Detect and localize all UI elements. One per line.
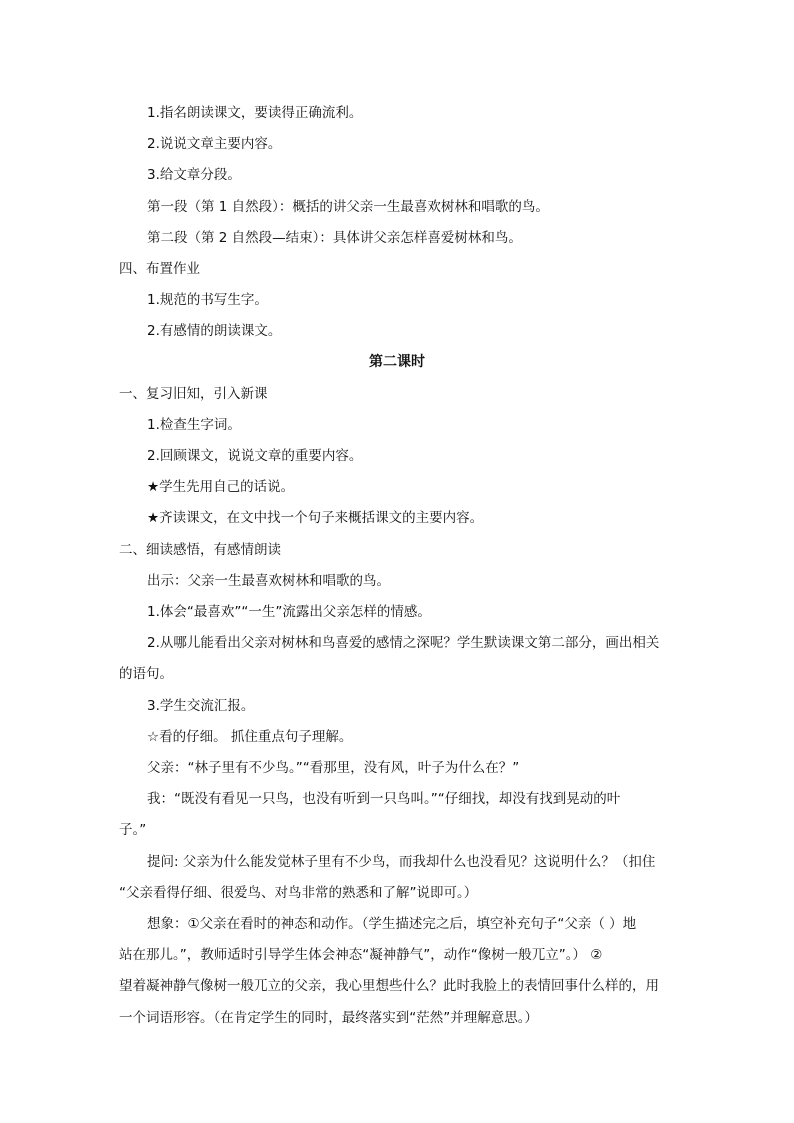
review-item-2: 2.回顾课文，说说文章的重要内容。: [147, 448, 363, 464]
me-quote-line-2: 子。”: [119, 822, 147, 838]
review-star-2: ★齐读课文，在文中找一个句子来概括课文的主要内容。: [147, 510, 484, 526]
reading-item-2-line-2: 的语句。: [119, 666, 173, 682]
paragraph-section-2: 第二段（第 2 自然段—结束）：具体讲父亲怎样喜爱树林和鸟。: [147, 230, 522, 246]
show-sentence: 出示：父亲一生最喜欢树林和唱歌的鸟。: [147, 573, 390, 589]
heading-homework: 四、布置作业: [119, 261, 200, 277]
paragraph-section-1: 第一段（第 1 自然段）：概括的讲父亲一生最喜欢树林和唱歌的鸟。: [147, 199, 549, 215]
me-quote-line-1: 我：“既没有看见一只鸟，也没有听到一只鸟叫。”“仔细找，却没有找到晃动的叶: [147, 791, 621, 807]
reading-item-1: 1.体会“最喜欢”“一生”流露出父亲怎样的情感。: [147, 604, 431, 620]
father-quote: 父亲：“林子里有不少鸟。”“看那里，没有风，叶子为什么在？”: [147, 760, 520, 776]
question-line-2: “父亲看得仔细、很爱鸟、对鸟非常的熟悉和了解”说即可。）: [119, 885, 478, 901]
reading-item-2-line-1: 2.从哪儿能看出父亲对树林和鸟喜爱的感情之深呢？学生默读课文第二部分，画出相关: [147, 635, 660, 651]
heading-review: 一、复习旧知，引入新课: [119, 386, 268, 402]
review-item-1: 1.检查生字词。: [147, 417, 241, 433]
question-line-1: 提问: 父亲为什么能发觉林子里有不少鸟，而我却什么也没看见？这说明什么？（扣住: [147, 854, 656, 870]
imagine-line-1: 想象：①父亲在看时的神态和动作。（学生描述完之后，填空补充句子“父亲（ ）地: [147, 916, 637, 932]
lesson2-title: 第二课时: [369, 354, 425, 370]
homework-item-2: 2.有感情的朗读课文。: [147, 323, 282, 339]
imagine-line-3: 望着凝神静气像树一般兀立的父亲，我心里想些什么？此时我脸上的表情回事什么样的，用: [119, 978, 659, 994]
imagine-line-4: 一个词语形容。（在肯定学生的同时，最终落实到“茫然”并理解意思。）: [119, 1010, 538, 1026]
lesson1-step-2: 2.说说文章主要内容。: [147, 136, 282, 152]
focus-point: ☆看的仔细。 抓住重点句子理解。: [147, 729, 353, 745]
reading-item-3: 3.学生交流汇报。: [147, 698, 255, 714]
lesson1-step-1: 1.指名朗读课文，要读得正确流利。: [147, 105, 363, 121]
homework-item-1: 1.规范的书写生字。: [147, 292, 268, 308]
lesson1-step-3: 3.给文章分段。: [147, 167, 241, 183]
heading-close-reading: 二、细读感悟，有感情朗读: [119, 542, 281, 558]
imagine-line-2: 站在那儿。”，教师适时引导学生体会神态“凝神静气”，动作“像树一般兀立”。） ②: [119, 947, 603, 963]
review-star-1: ★学生先用自己的话说。: [147, 479, 295, 495]
